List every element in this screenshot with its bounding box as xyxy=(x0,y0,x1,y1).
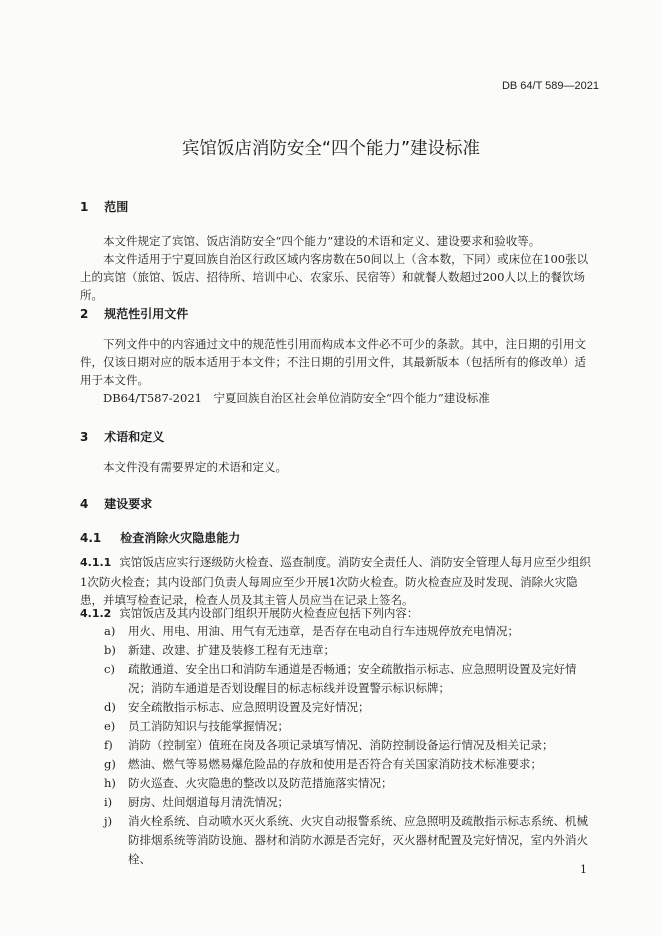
section-title: 规范性引用文件 xyxy=(104,307,189,321)
item-marker: b) xyxy=(104,643,116,657)
normative-paragraph: 下列文件中的内容通过文中的规范性引用而构成本文件必不可少的条款。其中，注日期的引用文件，仅该日期对应的版本适用于本文件；不注日期的引用文件，其最新版本（包括所有的修改单）适用于本文件。 xyxy=(80,337,586,387)
item-marker: h) xyxy=(104,776,116,790)
item-marker: e) xyxy=(104,719,116,733)
section-heading-terms xyxy=(80,428,164,445)
list-item xyxy=(104,641,598,660)
item-text: 疏散通道、安全出口和消防车通道是否畅通；安全疏散指示标志、应急照明设置及完好情况；消防车通道是否划设醒目的标志标线并设置警示标识标牌； xyxy=(128,662,577,695)
list-item xyxy=(104,736,598,755)
normative-reference: DB64/T587-2021 宁夏回族自治区社会单位消防安全“四个能力”建设标准 xyxy=(103,391,490,405)
item-text: 新建、改建、扩建及装修工程有无违章； xyxy=(128,643,335,657)
item-marker: c) xyxy=(104,662,115,676)
item-text: 消防（控制室）值班在岗及各项记录填写情况、消防控制设备运行情况及相关记录； xyxy=(128,738,554,752)
scope-paragraph-2: 本文件适用于宁夏回族自治区行政区域内客房数在50间以上（含本数，下同）或床位在100张以上的宾馆（旅馆、饭店、招待所、培训中心、农家乐、民宿等）和就餐人数超过200人以上的餐饮场所。 xyxy=(80,252,589,302)
section-heading-requirements xyxy=(80,495,152,512)
item-text: 员工消防知识与技能掌握情况； xyxy=(128,719,289,733)
list-item xyxy=(104,622,598,641)
inspection-items-list xyxy=(104,622,598,869)
clause-4-1-1 xyxy=(80,553,595,610)
item-text: 燃油、燃气等易燃易爆危险品的存放和使用是否符合有关国家消防技术标准要求； xyxy=(128,757,542,771)
item-marker: i) xyxy=(104,795,113,809)
list-item xyxy=(104,774,598,793)
list-item xyxy=(104,755,598,774)
item-marker: g) xyxy=(104,757,116,771)
document-title: 宾馆饭店消防安全“四个能力”建设标准 xyxy=(181,139,481,159)
clause-number: 4.1.2 xyxy=(80,607,112,620)
list-item xyxy=(104,698,598,717)
section-title: 术语和定义 xyxy=(104,430,165,444)
clause-4-1-2 xyxy=(80,604,595,624)
list-item xyxy=(104,717,598,736)
document-code: DB 64/T 589—2021 xyxy=(501,80,599,92)
list-item xyxy=(104,660,598,698)
scope-paragraph-1: 本文件规定了宾馆、饭店消防安全“四个能力”建设的术语和定义、建设要求和验收等。 xyxy=(103,234,541,248)
clause-text: 宾馆饭店应实行逐级防火检查、巡查制度。消防安全责任人、消防安全管理人每月应至少组织1次防火检查；其内设部门负责人每周应至少开展1次防火检查。防火检查应及时发现、消除火灾隐患，并填写检查记录，检查人员及其主管人员应当在记录上签名。 xyxy=(80,555,591,607)
list-item xyxy=(104,793,598,812)
item-text: 用火、用电、用油、用气有无违章，是否存在电动自行车违规停放充电情况； xyxy=(128,624,519,638)
terms-paragraph: 本文件没有需要界定的术语和定义。 xyxy=(103,460,287,474)
subsection-title: 检查消除火灾隐患能力 xyxy=(120,531,241,545)
list-item xyxy=(104,812,598,869)
section-number: 3 xyxy=(80,430,89,444)
item-text: 厨房、灶间烟道每月清洗情况； xyxy=(128,795,289,809)
item-marker: a) xyxy=(104,624,116,638)
item-text: 防火巡查、火灾隐患的整改以及防范措施落实情况； xyxy=(128,776,393,790)
subsection-number: 4.1 xyxy=(80,531,102,545)
clause-number: 4.1.1 xyxy=(80,556,112,569)
item-text: 消火栓系统、自动喷水灭火系统、火灾自动报警系统、应急照明及疏散指示标志系统、机械防排烟系统等消防设施、器材和消防水源是否完好，灭火器材配置及完好情况，室内外消火栓、 xyxy=(128,814,588,866)
item-text: 安全疏散指示标志、应急照明设置及完好情况； xyxy=(128,700,370,714)
section-heading-normative xyxy=(80,305,188,322)
section-number: 4 xyxy=(80,497,89,511)
section-number: 1 xyxy=(80,200,89,214)
section-heading-scope xyxy=(80,198,128,215)
page-number: 1 xyxy=(580,863,587,876)
section-title: 范围 xyxy=(104,200,129,214)
section-title: 建设要求 xyxy=(104,497,153,511)
item-marker: d) xyxy=(104,700,116,714)
item-marker: f) xyxy=(104,738,113,752)
clause-text: 宾馆饭店及其内设部门组织开展防火检查应包括下列内容： xyxy=(119,606,419,620)
item-marker: j) xyxy=(104,814,113,828)
subsection-heading-4-1 xyxy=(80,529,240,546)
section-number: 2 xyxy=(80,307,89,321)
